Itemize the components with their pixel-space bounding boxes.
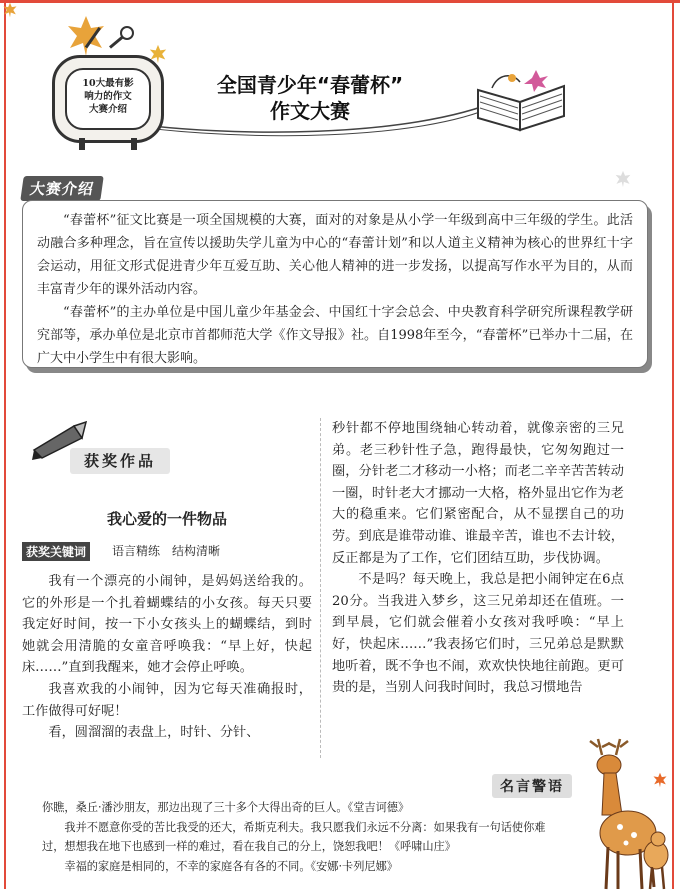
intro-paragraph: “春蕾杯”的主办单位是中国儿童少年基金会、中国红十字会总会、中央教育科学研究所课程教学研究部等，承办单位是北京市首都师范大学《作文导报》社。自1998年至今，“春蕾杯”已举办十二届，在广大中小学生中有很大影响。: [37, 305, 633, 366]
essay-paragraph: 秒针都不停地围绕轴心转动着，就像亲密的三兄弟。老三秒针性子急，跑得最快，它匆匆跑过一圈，分针老二才移动一小格；而老二辛辛苦苦转动一圈，时针老大才挪动一大格，格外显出它作为老大的稳重来。它们紧密配合，从不显摆自己的功劳。到底是谁带动谁、谁最辛苦，谁也不去计较，反正都是为了工作，它们团结互助，步伐协调。: [332, 421, 624, 566]
tv-text-line: 大赛介绍: [88, 104, 127, 115]
maple-leaf-icon: [614, 170, 632, 188]
quotes-list: [42, 798, 602, 876]
tv-badge: [52, 55, 164, 143]
tv-screen: [65, 68, 151, 130]
essay-title: 我心爱的一件物品: [106, 510, 227, 528]
essay-paragraph: 我喜欢我的小闹钟，因为它每天准确报时，工作做得可好呢！: [22, 681, 312, 719]
keywords-text: 语言精练 结构清晰: [112, 544, 221, 558]
title-line-2: 作文大赛: [270, 99, 350, 123]
intro-box: [22, 200, 648, 368]
tv-antenna-knob: [120, 26, 134, 40]
tv-text-line: 响力的作文: [84, 91, 132, 102]
page-title: [160, 72, 460, 124]
intro-paragraph: “春蕾杯”征文比赛是一项全国规模的大赛，面对的对象是从小学一年级到高中三年级的学生。此活动融合多种理念，旨在宣传以援助失学儿童为中心的“春蕾计划”和以人道主义精神为核心的世界红十字会运动，用征文形式促进青少年互爱互助、关心他人精神的进一步发扬，以提高写作水平为目的，从而丰富青少年的课外活动内容。: [37, 213, 633, 297]
tv-leg: [131, 138, 137, 150]
title-line-1: 全国青少年“春蕾杯”: [216, 73, 404, 97]
deer-illustration: [568, 735, 678, 891]
open-book-icon: [472, 68, 572, 134]
quote-line: 幸福的家庭是相同的，不幸的家庭各有各的不同。《安娜·卡列尼娜》: [64, 859, 398, 873]
quote-line: 你瞧，桑丘·潘沙朋友，那边出现了三十多个大得出奇的巨人。《堂吉诃德》: [42, 801, 410, 814]
quote-line: 我并不愿意你受的苦比我受的还大，希斯克利夫。我只愿我们永远不分离：如果我有一句话使你难: [64, 820, 546, 834]
essay-column-left: [22, 571, 312, 744]
essay-paragraph: 看，圆溜溜的表盘上，时针、分针、: [48, 725, 260, 741]
tv-text-line: 10大最有影: [82, 78, 134, 89]
maple-leaf-icon: [2, 2, 18, 18]
tv-leg: [79, 138, 85, 150]
essay-paragraph: 不是吗？每天晚上，我总是把小闹钟定在6点20分。当我进入梦乡，这三兄弟却还在值班。一到早晨，它们就会催着小女孩对我呼唤：“早上好，快起床……”我表扬它们时，三兄弟总是默默地听着，既不争也不闹，欢欢快快地往前跑。更可贵的是，当别人问我时间时，我总习惯地告: [332, 572, 624, 696]
quote-line: 过，想想我在地下也感到一样的难过，看在我自己的分上，饶恕我吧！《呼啸山庄》: [42, 840, 456, 854]
essay-column-right: [332, 418, 624, 699]
intro-label: 大赛介绍: [20, 176, 104, 201]
quotes-label: 名言警语: [492, 774, 572, 798]
keywords-badge: 获奖关键词: [22, 542, 90, 561]
column-divider: [320, 418, 321, 758]
maple-leaf-icon: [64, 14, 108, 58]
award-label: 获奖作品: [70, 448, 170, 474]
essay-paragraph: 我有一个漂亮的小闹钟，是妈妈送给我的。它的外形是一个扎着蝴蝶结的小女孩。每天只要我定好时间，按一下小女孩头上的蝴蝶结，到时她就会用清脆的女童音呼唤我：“早上好，快起床……”直到我醒来，她才会停止呼唤。: [22, 574, 312, 676]
